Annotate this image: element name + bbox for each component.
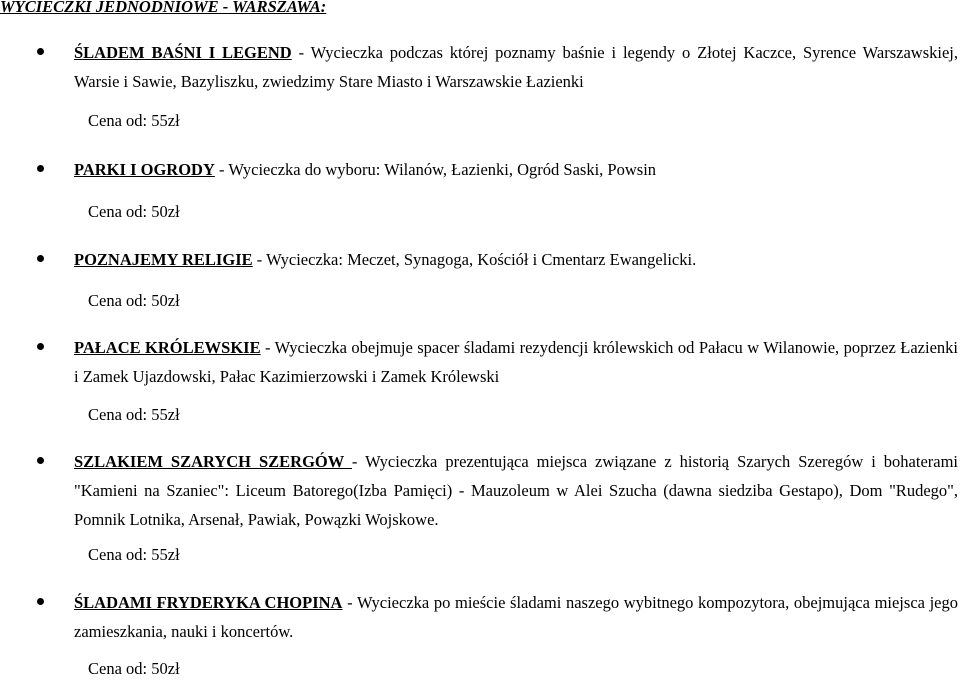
bullet-icon [37,598,44,605]
tour-title: PARKI I OGRODY [74,160,215,179]
tour-title: POZNAJEMY RELIGIE [74,250,253,269]
tour-text: - Wycieczka prezentująca miejsca związane z historią Szarych Szeregów i bohaterami "Kamieni na Szaniec": Liceum Batorego(Izba Pamięci) - Mauzoleum w Alei Szucha (dawna siedziba Gestapo), Dom "Rudego", Pomnik Lotnika, Arsenał, Pawiak, Powązki Wojskowe. [74,452,958,529]
bullet-icon [37,165,44,172]
price-label: Cena od: [88,659,148,678]
tour-price [88,286,180,315]
tour-text: - Wycieczka do wyboru: Wilanów, Łazienki, Ogród Saski, Powsin [214,160,657,179]
tour-description [74,333,958,391]
price-value: 55zł [151,545,180,564]
price-label: Cena od: [88,202,148,221]
tour-description [74,588,958,646]
price-label: Cena od: [88,405,148,424]
price-value: 55zł [151,111,180,130]
tour-title: ŚLADEM BAŚNI I LEGEND [74,43,292,62]
tour-text: - Wycieczka podczas której poznamy baśnie i legendy o Złotej Kaczce, Syrence Warszawskiej, Warsie i Sawie, Bazyliszku, zwiedzimy Stare Miasto i Warszawskie Łazienki [74,43,958,91]
tour-text: - Wycieczka: Meczet, Synagoga, Kościół i Cmentarz Ewangelicki. [252,250,697,269]
price-label: Cena od: [88,291,148,310]
tour-description [74,38,958,96]
tour-title: ŚLADAMI FRYDERYKA CHOPINA [74,593,343,612]
tour-price [88,197,180,226]
price-label: Cena od: [88,111,148,130]
bullet-icon [37,457,44,464]
price-label: Cena od: [88,545,148,564]
tour-description [74,245,958,274]
page-heading: WYCIECZKI JEDNODNIOWE - WARSZAWA: [0,0,327,16]
price-value: 50zł [151,659,180,678]
tour-text: - Wycieczka po mieście śladami naszego wybitnego kompozytora, obejmująca miejsca jego zamieszkania, nauki i koncertów. [74,593,959,641]
price-value: 50zł [151,291,180,310]
bullet-icon [37,255,44,262]
tour-description [74,155,958,184]
tour-title: PAŁACE KRÓLEWSKIE [74,338,261,357]
tour-price [88,106,180,135]
price-value: 55zł [151,405,180,424]
tour-price [88,540,180,569]
tour-text: - Wycieczka obejmuje spacer śladami rezydencji królewskich od Pałacu w Wilanowie, poprzez Łazienki i Zamek Ujazdowski, Pałac Kazimierzowski i Zamek Królewski [74,338,958,386]
tour-description [74,447,958,534]
bullet-icon [37,48,44,55]
tour-price [88,400,180,429]
bullet-icon [37,343,44,350]
tour-title: SZLAKIEM SZARYCH SZERGÓW [74,452,352,471]
price-value: 50zł [151,202,180,221]
